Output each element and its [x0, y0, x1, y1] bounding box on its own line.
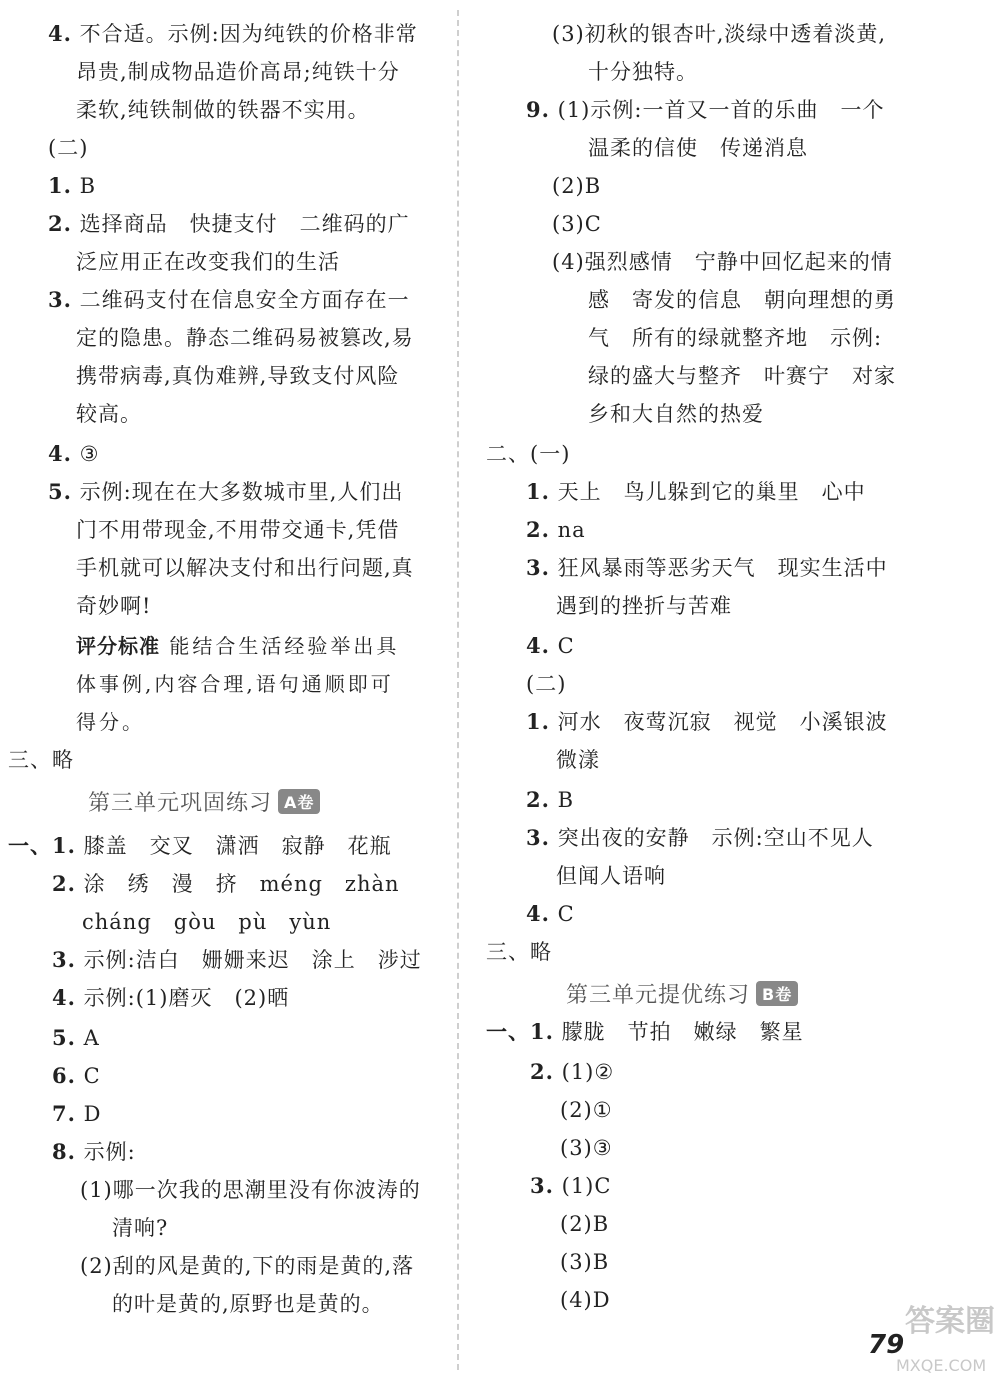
- answer-line: 温柔的信使 传递消息: [588, 136, 808, 160]
- item-number: 6.: [52, 1063, 76, 1088]
- section-label: (二): [48, 136, 89, 160]
- item-number: 一、1.: [8, 833, 76, 858]
- watermark-logo: 答案圈: [905, 1304, 995, 1339]
- scoring-criteria: 体事例,内容合理,语句通顺即可: [76, 672, 394, 696]
- item-number: 4.: [52, 985, 76, 1010]
- section-label: 二、(一): [486, 442, 571, 466]
- item-number: 4.: [48, 441, 72, 466]
- answer-text: 二维码支付在信息安全方面存在一: [79, 288, 410, 312]
- scoring-text: 能结合生活经验举出具: [169, 634, 400, 658]
- answer-line: 绿的盛大与整齐 叶赛宁 对家: [588, 364, 896, 388]
- item-number: 2.: [48, 211, 72, 236]
- answer-text: C: [557, 634, 575, 658]
- answer-line: 微漾: [556, 748, 600, 772]
- answer-line: 的叶是黄的,原野也是黄的。: [112, 1292, 384, 1316]
- answer-line: [526, 824, 874, 852]
- unit-title: 第三单元巩固练习: [88, 791, 273, 816]
- page-number: 79: [868, 1330, 905, 1360]
- answer-line: [526, 786, 574, 814]
- answer-line: [48, 20, 418, 48]
- answer-line: [52, 1024, 100, 1052]
- item-number: 2.: [530, 1059, 554, 1084]
- answer-line: [48, 172, 96, 200]
- answer-line: 泛应用正在改变我们的生活: [76, 250, 340, 274]
- unit-heading: [566, 978, 798, 1009]
- item-number: 3.: [52, 947, 76, 972]
- answer-line: [530, 1172, 611, 1200]
- item-number: 4.: [526, 901, 550, 926]
- item-number: 2.: [526, 517, 550, 542]
- scoring-criteria: [76, 632, 399, 660]
- answer-line: 较高。: [76, 402, 142, 426]
- answer-text: 不合适。示例:因为纯铁的价格非常: [79, 22, 418, 46]
- answer-text: 示例:(1)磨灭 (2)晒: [83, 986, 290, 1010]
- answer-line: (2)B: [560, 1212, 610, 1236]
- answer-text: ③: [79, 442, 100, 466]
- answer-line: (3)B: [560, 1250, 610, 1274]
- scoring-criteria: 得分。: [76, 710, 145, 734]
- item-number: 3.: [530, 1173, 554, 1198]
- answer-line: [526, 554, 888, 582]
- section-label: 三、略: [486, 940, 552, 964]
- unit-heading: [88, 786, 320, 817]
- item-number: 1.: [526, 479, 550, 504]
- answer-text: D: [83, 1102, 102, 1126]
- answer-line: 柔软,纯铁制做的铁器不实用。: [76, 98, 370, 122]
- answer-text: 突出夜的安静 示例:空山不见人: [557, 826, 874, 850]
- section-label: 三、略: [8, 748, 74, 772]
- answer-line: (2)B: [552, 174, 602, 198]
- answer-text: C: [557, 902, 575, 926]
- answer-line: 十分独特。: [588, 60, 698, 84]
- answer-text: 示例:: [83, 1140, 136, 1164]
- item-number: 2.: [526, 787, 550, 812]
- answer-line: 遇到的挫折与苦难: [556, 594, 732, 618]
- answer-line: [526, 632, 575, 660]
- answer-text: 示例:洁白 姗姗来迟 涂上 涉过: [83, 948, 422, 972]
- answer-line: [526, 900, 575, 928]
- answer-text: 河水 夜莺沉寂 视觉 小溪银波: [557, 710, 888, 734]
- watermark-url: MXQE.COM: [896, 1356, 987, 1375]
- answer-text: 天上 鸟儿躲到它的巢里 心中: [557, 480, 866, 504]
- answer-text: B: [79, 174, 97, 198]
- item-number: 4.: [526, 633, 550, 658]
- answer-text: 膝盖 交叉 潇洒 寂静 花瓶: [83, 834, 392, 858]
- answer-line: [486, 1018, 804, 1046]
- answer-text: A: [83, 1026, 100, 1050]
- item-number: 3.: [526, 555, 550, 580]
- answer-line: 奇妙啊!: [76, 594, 152, 618]
- answer-text: 选择商品 快捷支付 二维码的广: [79, 212, 410, 236]
- answer-line: [52, 1100, 101, 1128]
- item-number: 2.: [52, 871, 76, 896]
- answer-text: na: [557, 518, 586, 542]
- answer-line: 气 所有的绿就整齐地 示例:: [588, 326, 883, 350]
- item-number: 7.: [52, 1101, 76, 1126]
- answer-line: cháng gòu pù yùn: [82, 910, 332, 934]
- answer-line: 门不用带现金,不用带交通卡,凭借: [76, 518, 400, 542]
- answer-line: 乡和大自然的热爱: [588, 402, 764, 426]
- answer-text: 示例:现在在大多数城市里,人们出: [79, 480, 404, 504]
- answer-line: [8, 832, 392, 860]
- answer-text: 涂 绣 漫 挤 méng zhàn: [83, 872, 400, 896]
- section-label: (二): [526, 672, 567, 696]
- answer-text: 狂风暴雨等恶劣天气 现实生活中: [557, 556, 888, 580]
- answer-line: [526, 516, 586, 544]
- item-number: 1.: [48, 173, 72, 198]
- unit-title: 第三单元提优练习: [566, 983, 751, 1008]
- answer-line: [530, 1058, 614, 1086]
- item-number: 5.: [48, 479, 72, 504]
- answer-text: C: [83, 1064, 101, 1088]
- item-number: 一、1.: [486, 1019, 554, 1044]
- answer-line: 携带病毒,真伪难辨,导致支付风险: [76, 364, 400, 388]
- answer-text: B: [557, 788, 575, 812]
- answer-line: [526, 478, 866, 506]
- answer-line: (4)D: [560, 1288, 611, 1312]
- answer-text: (1)②: [561, 1060, 615, 1084]
- answer-line: (2)①: [560, 1098, 613, 1122]
- answer-text: (1)C: [561, 1174, 612, 1198]
- answer-line: (4)强烈感情 宁静中回忆起来的情: [552, 250, 893, 274]
- answer-text: (1)示例:一首又一首的乐曲 一个: [557, 98, 885, 122]
- answer-line: (3)③: [560, 1136, 613, 1160]
- answer-line: [52, 984, 289, 1012]
- answer-line: (3)初秋的银杏叶,淡绿中透着淡黄,: [552, 22, 887, 46]
- answer-line: [52, 946, 422, 974]
- answer-line: 清响?: [112, 1216, 169, 1240]
- volume-badge: A卷: [278, 789, 320, 814]
- answer-line: [52, 870, 400, 898]
- answer-line: 手机就可以解决支付和出行问题,真: [76, 556, 414, 580]
- item-number: 9.: [526, 97, 550, 122]
- item-number: 5.: [52, 1025, 76, 1050]
- answer-line: (3)C: [552, 212, 602, 236]
- answer-line: (1)哪一次我的思潮里没有你波涛的: [80, 1178, 421, 1202]
- item-number: 8.: [52, 1139, 76, 1164]
- answer-line: [526, 708, 888, 736]
- answer-line: [48, 286, 410, 314]
- answer-line: [526, 96, 884, 124]
- answer-line: [48, 210, 410, 238]
- answer-line: 定的隐患。静态二维码易被篡改,易: [76, 326, 414, 350]
- scoring-label: 评分标准: [76, 634, 160, 658]
- item-number: 3.: [48, 287, 72, 312]
- item-number: 3.: [526, 825, 550, 850]
- answer-text: 朦胧 节拍 嫩绿 繁星: [561, 1020, 804, 1044]
- column-divider: [457, 10, 459, 1370]
- item-number: 4.: [48, 21, 72, 46]
- item-number: 1.: [526, 709, 550, 734]
- answer-line: [48, 478, 403, 506]
- answer-line: [52, 1062, 101, 1090]
- volume-badge: B卷: [756, 981, 798, 1006]
- answer-line: [52, 1138, 136, 1166]
- answer-line: [48, 440, 99, 468]
- answer-line: 感 寄发的信息 朝向理想的勇: [588, 288, 896, 312]
- answer-line: 但闻人语响: [556, 864, 666, 888]
- answer-line: (2)刮的风是黄的,下的雨是黄的,落: [80, 1254, 415, 1278]
- answer-line: 昂贵,制成物品造价高昂;纯铁十分: [76, 60, 400, 84]
